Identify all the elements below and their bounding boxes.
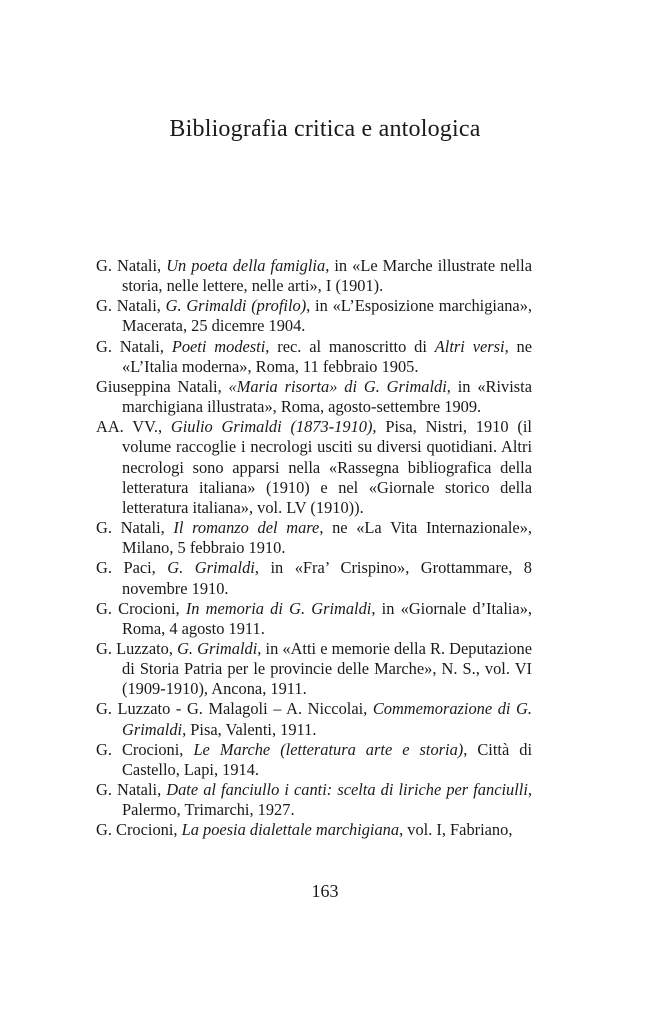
entry-text: , Città di Castello, Lapi, 1914. xyxy=(122,739,533,779)
bibliography-entry xyxy=(96,518,532,558)
bibliography-list xyxy=(96,256,532,841)
bibliography-entry xyxy=(96,780,532,820)
bibliography-entry xyxy=(96,740,532,780)
entry-title: G. Grimaldi (profilo) xyxy=(165,296,307,316)
bibliography-entry xyxy=(96,558,532,598)
entry-text: G. Natali, xyxy=(96,256,167,275)
entry-text: , in «Rivista marchigiana illustrata», Roma, agosto-settembre 1909. xyxy=(122,376,532,417)
entry-text: G. Paci, xyxy=(96,558,168,578)
entry-title: Altri versi xyxy=(434,336,505,356)
bibliography-entry xyxy=(96,256,532,296)
bibliography-entry xyxy=(96,417,532,518)
entry-text: , rec. al manoscritto di xyxy=(265,336,435,356)
entry-title: Commemorazione di G. Grimaldi xyxy=(122,699,532,739)
entry-text: G. Luzzato, xyxy=(96,638,178,658)
entry-title: G. Grimaldi xyxy=(167,558,255,578)
entry-text: , in «Giornale d’Italia», Roma, 4 agosto 1911. xyxy=(122,598,533,638)
entry-title: Giulio Grimaldi (1873-1910) xyxy=(170,417,373,437)
entry-title: G. Grimaldi xyxy=(177,638,258,658)
entry-text: G. Natali, xyxy=(96,336,172,356)
bibliography-entry xyxy=(96,820,532,840)
bibliography-entry xyxy=(96,599,532,639)
entry-text: , ne «La Vita Internazionale», Milano, 5 febbraio 1910. xyxy=(122,518,532,558)
bibliography-entry xyxy=(96,699,532,739)
entry-text: G. Crocioni, xyxy=(96,820,182,840)
entry-text: , Pisa, Nistri, 1910 (il volume raccoglie i necrologi usciti su diversi quotidiani. Altri necrologi sono apparsi nella «Rassegna bibliografica della letteratura italiana» (1910) e nel «Giornale storico della letteratura italiana», vol. LV (1910)). xyxy=(122,417,532,517)
page-title: Bibliografia critica e antologica xyxy=(169,116,481,142)
page-number: 163 xyxy=(311,881,339,901)
entry-text: G. Natali, xyxy=(96,780,167,800)
entry-title: Un poeta della famiglia xyxy=(166,256,326,275)
entry-text: , ne «L’Italia moderna», Roma, 11 febbraio 1905. xyxy=(122,336,532,376)
entry-text: AA. VV., xyxy=(96,417,171,437)
entry-title: Le Marche (letteratura arte e storia) xyxy=(193,739,464,759)
entry-text: , Pisa, Valenti, 1911. xyxy=(182,719,317,739)
entry-text: , in «L’Esposizione marchigiana», Macerata, 25 dicemre 1904. xyxy=(122,296,533,336)
entry-title: «Maria risorta» di G. Grimaldi xyxy=(228,376,447,396)
entry-title: In memoria di G. Grimaldi xyxy=(185,598,372,618)
entry-title: Date al fanciullo i canti: scelta di liriche per fanciulli xyxy=(166,780,528,800)
entry-title: Poeti modesti xyxy=(171,336,266,356)
entry-text: Giuseppina Natali, xyxy=(96,376,229,396)
entry-title: Il romanzo del mare xyxy=(173,518,320,538)
entry-text: , Palermo, Trimarchi, 1927. xyxy=(122,780,532,820)
entry-title: La poesia dialettale marchigiana xyxy=(181,820,400,840)
bibliography-entry xyxy=(96,296,532,336)
entry-text: G. Natali, xyxy=(96,296,166,316)
entry-text: , in «Atti e memorie della R. Deputazione di Storia Patria per le provincie delle Marche», N. S., vol. VI (1909-1910), Ancona, 1911. xyxy=(122,638,533,699)
entry-text: G. Natali, xyxy=(96,518,174,538)
entry-text: G. Luzzato - G. Malagoli – A. Niccolai, xyxy=(96,699,373,719)
bibliography-entry xyxy=(96,639,532,699)
entry-text: , vol. I, Fabriano, xyxy=(399,820,513,840)
bibliography-entry xyxy=(96,337,532,377)
bibliography-entry xyxy=(96,377,532,417)
entry-text: , in «Fra’ Crispino», Grottammare, 8 novembre 1910. xyxy=(122,558,532,598)
entry-text: G. Crocioni, xyxy=(96,598,186,618)
entry-text: G. Crocioni, xyxy=(96,739,194,759)
entry-text: , in «Le Marche illustrate nella storia, nelle lettere, nelle arti», I (1901). xyxy=(122,256,533,296)
